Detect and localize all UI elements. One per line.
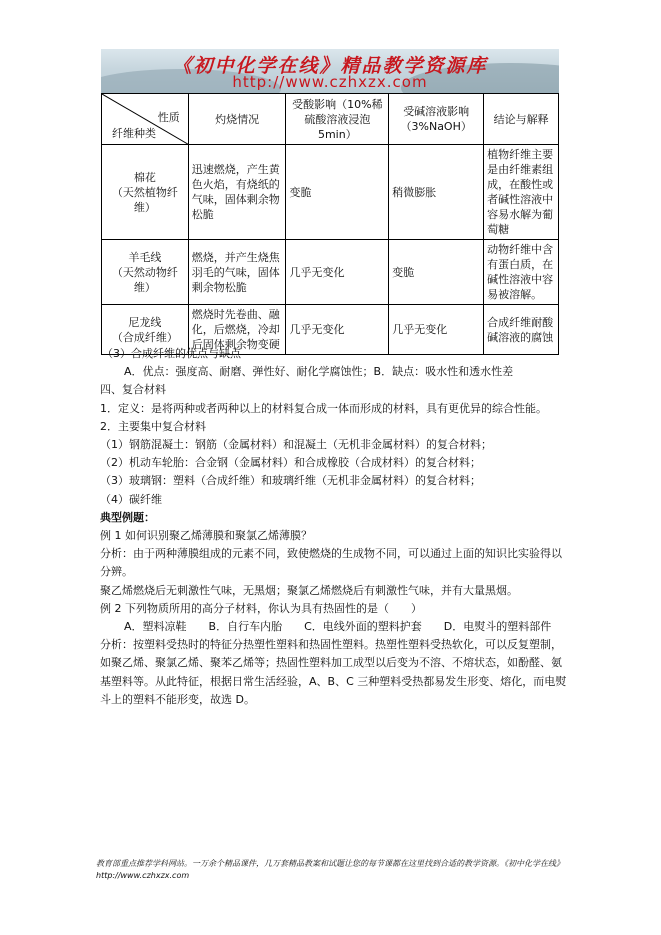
conclusion-cell: 合成纤维耐酸碱溶液的腐蚀 — [484, 305, 559, 355]
table-row — [102, 145, 559, 240]
banner-title: 《初中化学在线》精品教学资源库 — [172, 55, 488, 77]
header-property-label: 性质 — [157, 111, 180, 124]
burn-cell: 燃烧，并产生烧焦羽毛的气味，固体剩余物松脆 — [188, 240, 286, 305]
header-conclusion: 结论与解释 — [484, 94, 559, 145]
header-acid: 受酸影响（10%稀硫酸溶液浸泡5min） — [286, 94, 389, 145]
paragraph: 分析：按塑料受热时的特征分热塑性塑料和热固性塑料。热塑性塑料受热软化，可以反复塑制，如聚乙烯、聚氯乙烯、聚苯乙烯等；热固性塑料加工成型以后变为不溶、不熔状态，如酚醛、氨基塑料等。从此特征，根据日常生活经验，A、B、C 三种塑料受热都易发生形变、熔化，而电熨斗上的塑料不能形变，故选 D。 — [100, 638, 567, 706]
header-fiber-label: 纤维种类 — [112, 127, 156, 140]
alkali-cell: 变脆 — [389, 240, 484, 305]
list-item: （2）机动车轮胎：合金钢（金属材料）和合成橡胶（合成材料）的复合材料； — [100, 456, 481, 470]
section-heading: 四、复合材料 — [100, 383, 166, 397]
example-question: 例 1 如何识别聚乙烯薄膜和聚氯乙烯薄膜？ — [100, 529, 312, 543]
document-body — [100, 345, 570, 709]
burn-cell: 燃烧时先卷曲、融化，后燃烧，冷却后固体剩余物变硬 — [188, 305, 286, 355]
fiber-name: 尼龙线 （合成纤维） — [102, 305, 189, 355]
alkali-cell: 稍微膨胀 — [389, 145, 484, 240]
fiber-name: 棉花 （天然植物纤维） — [102, 145, 189, 240]
paragraph: 1．定义：是将两种或者两种以上的材料复合成一体而形成的材料，具有更优异的综合性能。 — [100, 401, 547, 415]
list-item: （4）碳纤维 — [100, 492, 162, 506]
table-header-row — [102, 94, 559, 145]
section-heading: 典型例题： — [100, 510, 155, 524]
fiber-name: 羊毛线 （天然动物纤维） — [102, 240, 189, 305]
example-question: 例 2 下列物质所用的高分子材料，你认为具有热固性的是（ ） — [100, 601, 422, 615]
list-item: （1）钢筋混凝土：钢筋（金属材料）和混凝土（无机非金属材料）的复合材料； — [100, 438, 492, 452]
subheading: 2．主要集中复合材料 — [100, 419, 206, 433]
conclusion-cell: 植物纤维主要是由纤维素组成，在酸性或者碱性溶液中容易水解为葡萄糖 — [484, 145, 559, 240]
paragraph: 聚乙烯燃烧后无刺激性气味，无黑烟；聚氯乙烯燃烧后有刺激性气味，并有大量黑烟。 — [100, 583, 518, 597]
burn-cell: 迅速燃烧，产生黄色火焰，有烧纸的气味，固体剩余物松脆 — [188, 145, 286, 240]
conclusion-cell: 动物纤维中含有蛋白质，在碱性溶液中容易被溶解。 — [484, 240, 559, 305]
header-burn: 灼烧情况 — [188, 94, 286, 145]
fiber-properties-table — [101, 93, 559, 355]
header-alkali: 受碱溶液影响（3%NaOH） — [389, 94, 484, 145]
alkali-cell: 几乎无变化 — [389, 305, 484, 355]
answer-options: A．塑料凉鞋 B．自行车内胎 C．电线外面的塑料护套 D．电熨斗的塑料部件 — [124, 620, 552, 634]
acid-cell: 几乎无变化 — [286, 240, 389, 305]
table-row — [102, 240, 559, 305]
page-footer: 教育部重点推荐学科网站。一万余个精品课件，几万套精品教案和试题让您的每节课都在这里找到合适的教学资源。《初中化学在线》http://www.czhxzx.com — [96, 859, 564, 880]
diagonal-header-cell — [102, 94, 189, 145]
acid-cell: 变脆 — [286, 145, 389, 240]
banner-url[interactable]: http://www.czhxzx.com — [232, 73, 428, 91]
paragraph: A．优点：强度高、耐磨、弹性好、耐化学腐蚀性；B．缺点：吸水性和透水性差 — [124, 365, 514, 379]
site-banner — [101, 49, 559, 93]
list-item: （3）玻璃钢：塑料（合成纤维）和玻璃纤维（无机非金属材料）的复合材料； — [100, 474, 481, 488]
subheading: （3）合成纤维的优点与缺点 — [102, 347, 241, 360]
paragraph: 分析：由于两种薄膜组成的元素不同，致使燃烧的生成物不同，可以通过上面的知识比实验得以分辨。 — [100, 547, 562, 579]
acid-cell: 几乎无变化 — [286, 305, 389, 355]
